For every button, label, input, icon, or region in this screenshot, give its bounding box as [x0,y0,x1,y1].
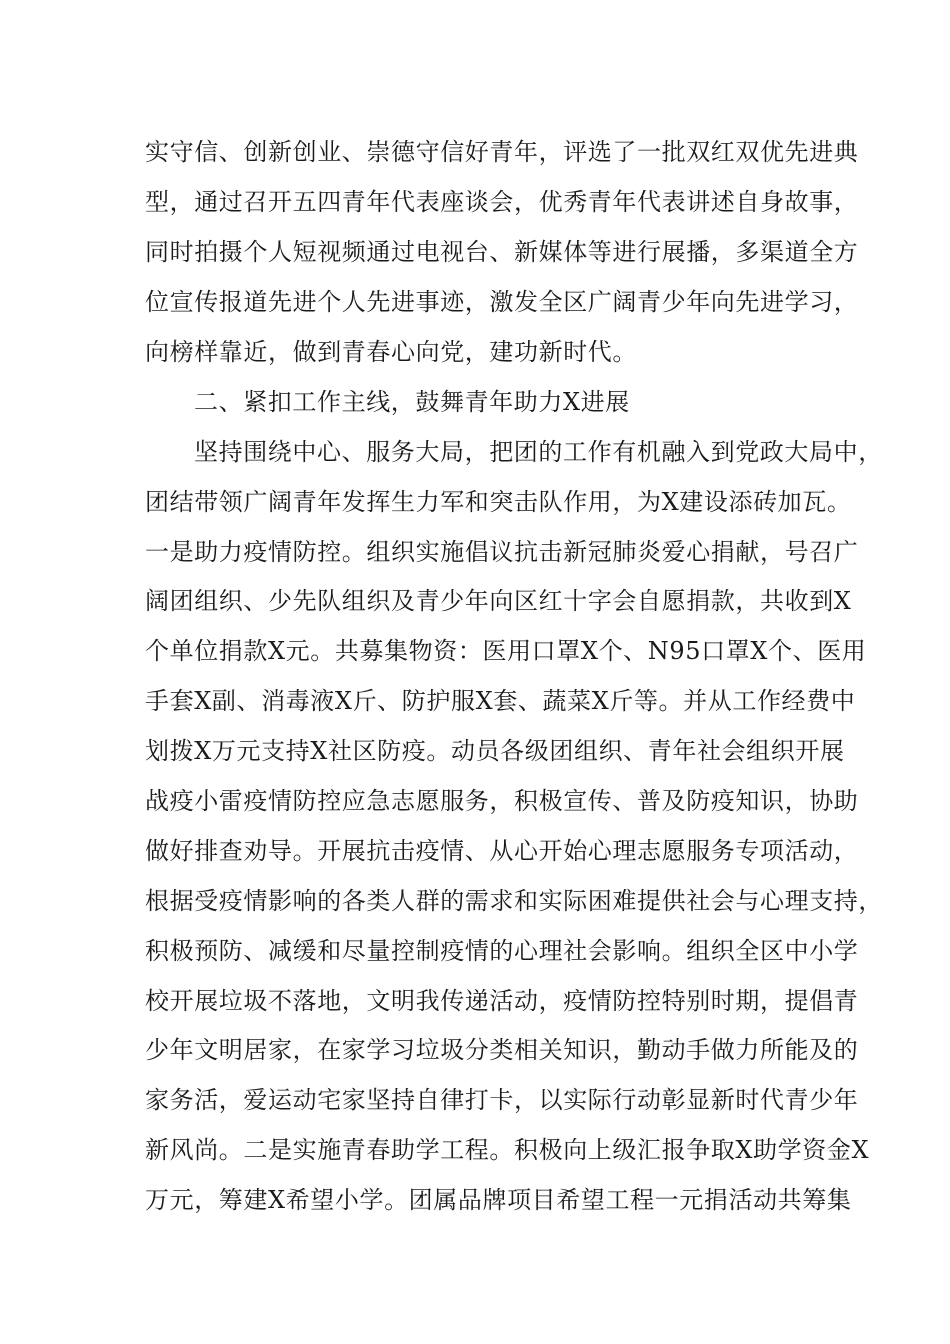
body-text-line: 位宣传报道先进个人先进事迹，激发全区广阔青少年向先进学习， [145,288,859,316]
body-text-line: 根据受疫情影响的各类人群的需求和实际困难提供社会与心理支持， [145,887,883,915]
body-text-line: 积极预防、减缓和尽量控制疫情的心理社会影响。组织全区中小学 [145,937,859,965]
section-heading: 二、紧扣工作主线，鼓舞青年助力X进展 [194,388,630,416]
body-text-line: 家务活，爱运动宅家坚持自律打卡，以实际行动彰显新时代青少年 [145,1086,859,1114]
body-text-line: 个单位捐款X元。共募集物资：医用口罩X个、N95口罩X个、医用 [145,637,867,665]
body-text-line: 阔团组织、少先队组织及青少年向区红十字会自愿捐款，共收到X [145,587,852,615]
body-text-line: 划拨X万元支持X社区防疫。动员各级团组织、青年社会组织开展 [145,737,845,765]
body-text-line: 一是助力疫情防控。组织实施倡议抗击新冠肺炎爱心捐献，号召广 [145,538,859,566]
body-text-line: 型，通过召开五四青年代表座谈会，优秀青年代表讲述自身故事， [145,188,859,216]
body-text-line: 团结带领广阔青年发挥生力军和突击队作用，为X建设添砖加瓦。 [145,488,852,516]
body-text-line: 实守信、创新创业、崇德守信好青年，评选了一批双红双优先进典 [145,138,859,166]
body-text-line: 手套X副、消毒液X斤、防护服X套、蔬菜X斤等。并从工作经费中 [145,687,856,715]
body-text-line: 战疫小雷疫情防控应急志愿服务，积极宣传、普及防疫知识，协助 [145,787,859,815]
body-text-line: 新风尚。二是实施青春助学工程。积极向上级汇报争取X助学资金X [145,1136,870,1164]
paragraph-first-line: 坚持围绕中心、服务大局，把团的工作有机融入到党政大局中， [194,438,883,466]
body-text-line: 校开展垃圾不落地，文明我传递活动，疫情防控特别时期，提倡青 [145,987,859,1015]
body-text-line: 万元，筹建X希望小学。团属品牌项目希望工程一元捐活动共筹集 [145,1186,852,1214]
body-text-line: 同时拍摄个人短视频通过电视台、新媒体等进行展播，多渠道全方 [145,238,859,266]
body-text-line: 少年文明居家，在家学习垃圾分类相关知识，勤动手做力所能及的 [145,1036,859,1064]
body-text-line: 做好排查劝导。开展抗击疫情、从心开始心理志愿服务专项活动， [145,837,859,865]
body-text-line: 向榜样靠近，做到青春心向党，建功新时代。 [145,338,637,366]
